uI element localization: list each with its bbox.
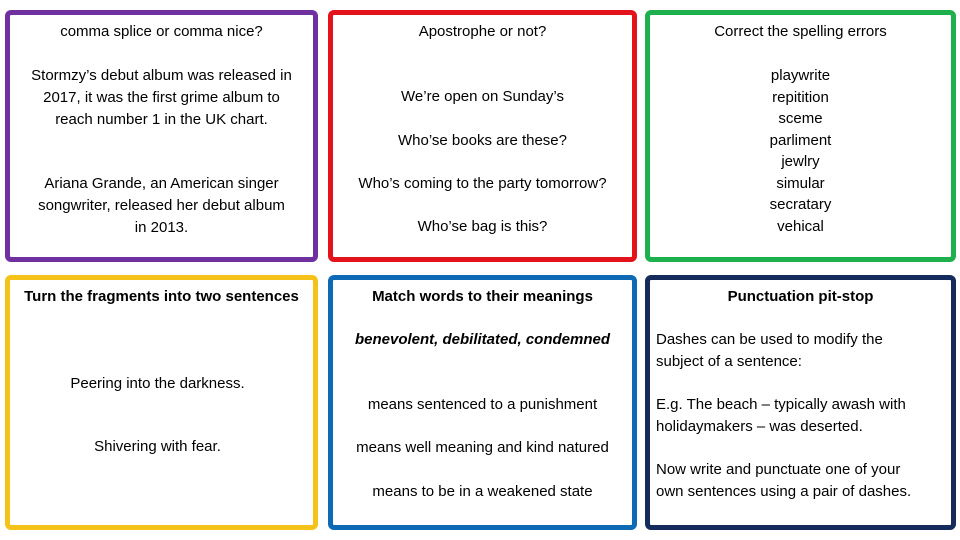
paragraph-line: Now write and punctuate one of your (656, 461, 901, 478)
meaning: means to be in a weakened state (372, 483, 593, 500)
spelling-word: sceme (778, 110, 823, 127)
card-title: Match words to their meanings (372, 288, 593, 305)
fragment: Shivering with fear. (94, 438, 221, 455)
apostrophe-item: Who’s coming to the party tomorrow? (358, 175, 607, 192)
spelling-word: jewlry (781, 153, 820, 170)
paragraph-line: Dashes can be used to modify the (656, 331, 883, 348)
sentence-line: songwriter, released her debut album (38, 197, 285, 214)
sentence-line: in 2013. (134, 219, 189, 236)
sentence-line: Ariana Grande, an American singer (44, 175, 279, 192)
card-title: Apostrophe or not? (418, 23, 547, 40)
fragments-card (5, 275, 318, 530)
paragraph-line: holidaymakers – was deserted. (656, 418, 863, 435)
meaning: means well meaning and kind natured (356, 439, 609, 456)
card-title: comma splice or comma nice? (60, 23, 263, 40)
spelling-word: playwrite (770, 67, 831, 84)
paragraph-line: E.g. The beach – typically awash with (656, 396, 906, 413)
sentence-line: Stormzy’s debut album was released in (31, 67, 292, 84)
apostrophe-item: Who’se bag is this? (417, 218, 548, 235)
meaning: means sentenced to a punishment (367, 396, 598, 413)
spelling-card (645, 10, 956, 262)
fragment: Peering into the darkness. (70, 375, 245, 392)
sentence-line: reach number 1 in the UK chart. (55, 111, 268, 128)
apostrophe-card (328, 10, 637, 262)
apostrophe-item: We’re open on Sunday’s (401, 88, 564, 105)
paragraph-line: own sentences using a pair of dashes. (656, 483, 912, 500)
spelling-word: vehical (777, 218, 824, 235)
card-title: Turn the fragments into two sentences (24, 288, 299, 305)
paragraph-line: subject of a sentence: (656, 353, 802, 370)
spelling-word: repitition (772, 89, 829, 106)
sentence-line: 2017, it was the first grime album to (43, 89, 280, 106)
comma-card (5, 10, 318, 262)
spelling-word: secratary (769, 196, 832, 213)
punctuation-card (645, 275, 956, 530)
card-title: Correct the spelling errors (714, 23, 887, 40)
match-words: benevolent, debilitated, condemned (354, 331, 611, 348)
card-title: Punctuation pit-stop (727, 288, 874, 305)
spelling-word: simular (776, 175, 825, 192)
spelling-word: parliment (769, 132, 832, 149)
match-card (328, 275, 637, 530)
apostrophe-item: Who’se books are these? (398, 132, 567, 149)
